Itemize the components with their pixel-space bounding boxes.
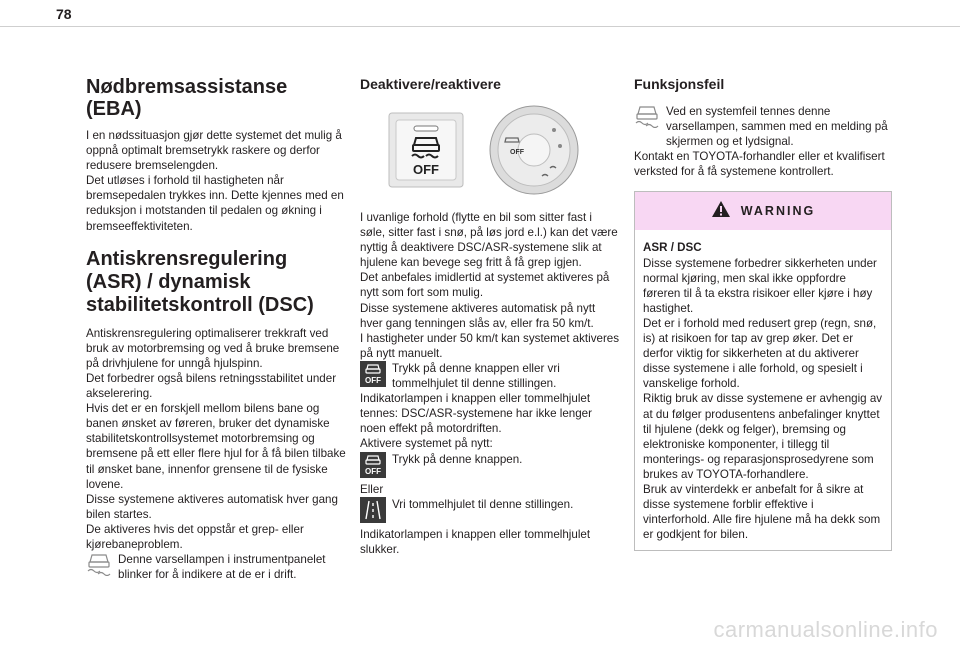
warning-triangle-icon bbox=[711, 200, 731, 222]
dsc-off-button-icon bbox=[388, 112, 464, 188]
eba-heading: Nødbremsassistanse (EBA) bbox=[86, 76, 288, 120]
malfunction-heading: Funksjonsfeil bbox=[634, 76, 725, 92]
asr-paragraph-3: Hvis det er en forskjell mellom bilens bane og banen ønsket av føreren, bruker det dynamiske stabilitetskontrollsystemet motorbremsing og bremsene på ett eller flere hjul for å få bilen tilbake til ønsket bane, innenfor grensene til de fysiske lovene. bbox=[86, 402, 346, 491]
warning-box bbox=[634, 191, 892, 551]
thumbwheel-position-icon bbox=[360, 497, 386, 527]
warning-subheading: ASR / DSC bbox=[643, 241, 702, 255]
column-eba-asr bbox=[86, 76, 346, 582]
eller-label: Eller bbox=[360, 482, 384, 496]
malfunction-paragraph: Kontakt en TOYOTA-forhandler eller et kvalifisert verksted for å få systemene kontrollert. bbox=[634, 150, 885, 179]
dsc-off-icon bbox=[360, 452, 386, 482]
warning-header bbox=[635, 192, 891, 230]
deactivate-paragraph-5: Indikatorlampen i knappen eller tommelhjulet tennes: DSC/ASR-systemene har ikke lenger noen effekt på motordriften. bbox=[360, 392, 592, 436]
deactivate-paragraph-1: I uvanlige forhold (flytte en bil som sitter fast i søle, sitter fast i snø, på løs jord e.l.) kan det være nyttig å deaktivere DSC/ASR-systemene slik at hjulene kan bevege seg fritt å få grep igjen. bbox=[360, 211, 618, 270]
watermark: carmanualsonline.info bbox=[713, 617, 938, 642]
malfunction-lamp-text: Ved en systemfeil tennes denne varsellampen, sammen med en melding på skjermen og et lydsignal. bbox=[666, 105, 888, 149]
eba-paragraph-2: Det utløses i forhold til hastigheten når bremsepedalen trykkes inn. Dette kjennes med en reduksjon i motstanden til pedalen og økning i bremseeffektiviteten. bbox=[86, 174, 344, 233]
warning-body bbox=[635, 230, 891, 550]
deactivate-paragraph-4: I hastigheter under 50 km/t kan systemet aktiveres på nytt manuelt. bbox=[360, 331, 620, 360]
thumbwheel-step-text: Vri tommelhjulet til denne stillingen. bbox=[392, 497, 574, 511]
eba-paragraph: I en nødssituasjon gjør dette systemet det mulig å oppnå optimalt bremsetrykk raskere og derfor redusere bremselengden. bbox=[86, 129, 342, 173]
deactivate-heading: Deaktivere/reaktivere bbox=[360, 76, 501, 92]
warning-paragraph-3: Riktig bruk av disse systemene er avhengig av at du følger produsentens anbefalinger knyttet til hjulene (dekk og felger), bremsing og elektroniske komponenter, i tillegg til monterings- og reparasjonsprosedyrene som brukes av TOYOTA-forhandlere. bbox=[643, 392, 883, 481]
warning-paragraph-2: Det er i forhold med redusert grep (regn, snø, is) at risikoen for tap av grep øker. Det er derfor viktig for sikkerheten at du aktiverer disse systemene i alle forhold, og spesielt i vanskelige forhold. bbox=[643, 316, 877, 391]
warning-paragraph-4: Bruk av vinterdekk er anbefalt for å sikre at disse systemene forblir effektive i vinterforhold. Alle fire hjulene må ha dekk som er godkjent for bilen. bbox=[643, 482, 881, 542]
thumbwheel-step-row bbox=[360, 497, 620, 527]
deactivate-step-text: Trykk på denne knappen eller vri tommelhjulet til denne stillingen. bbox=[392, 361, 560, 391]
warning-title: WARNING bbox=[740, 203, 816, 218]
reactivate-label: Aktivere systemet på nytt: bbox=[360, 437, 493, 451]
asr-paragraph-4: Disse systemene aktiveres automatisk hver gang bilen startes. bbox=[86, 492, 338, 521]
asr-warning-lamp-row bbox=[86, 552, 346, 582]
dsc-off-icon bbox=[360, 361, 386, 391]
column-malfunction bbox=[634, 76, 892, 551]
header-rule bbox=[0, 26, 960, 27]
malfunction-lamp-row bbox=[634, 104, 892, 149]
skid-warning-icon bbox=[86, 552, 112, 580]
deactivate-paragraph-2: Det anbefales imidlertid at systemet aktiveres på nytt som fort som mulig. bbox=[360, 271, 610, 300]
asr-paragraph-5: De aktiveres hvis det oppstår et grep- eller kjørebaneproblem. bbox=[86, 522, 304, 551]
asr-warning-lamp-text: Denne varsellampen i instrumentpanelet blinker for å indikere at de er i drift. bbox=[118, 553, 326, 582]
page-number: 78 bbox=[56, 6, 72, 22]
asr-paragraph-2: Det forbedrer også bilens retningsstabilitet under akselerering. bbox=[86, 371, 337, 401]
skid-warning-icon bbox=[634, 104, 660, 132]
svg-text:OFF: OFF bbox=[365, 375, 381, 385]
deactivate-step-row bbox=[360, 361, 620, 391]
asr-paragraph-1: Antiskrensregulering optimaliserer trekkraft ved bruk av motorbremsing og ved å bruke bremsene på drivhjulene for unngå hjulspinn. bbox=[86, 326, 340, 370]
thumbwheel-dial-icon bbox=[488, 104, 580, 196]
warning-paragraph-1: Disse systemene forbedrer sikkerheten under normal kjøring, men skal ikke oppfordre føreren til å ta ekstra risikoer eller kjøre i høy hastighet. bbox=[643, 256, 877, 315]
control-illustrations bbox=[388, 104, 620, 196]
deactivate-paragraph-3: Disse systemene aktiveres automatisk på nytt hver gang tenningen slås av, eller fra 50 km/t. bbox=[360, 301, 596, 330]
reactivate-step-row bbox=[360, 452, 620, 482]
svg-text:OFF: OFF bbox=[413, 162, 439, 177]
asr-heading: Antiskrensregulering (ASR) / dynamisk stabilitetskontroll (DSC) bbox=[86, 247, 314, 316]
column-deactivate bbox=[360, 76, 620, 557]
svg-text:OFF: OFF bbox=[510, 149, 524, 156]
svg-text:OFF: OFF bbox=[365, 466, 381, 476]
reactivate-step-text: Trykk på denne knappen. bbox=[392, 452, 523, 466]
deactivate-paragraph-7: Indikatorlampen i knappen eller tommelhjulet slukker. bbox=[360, 527, 591, 556]
